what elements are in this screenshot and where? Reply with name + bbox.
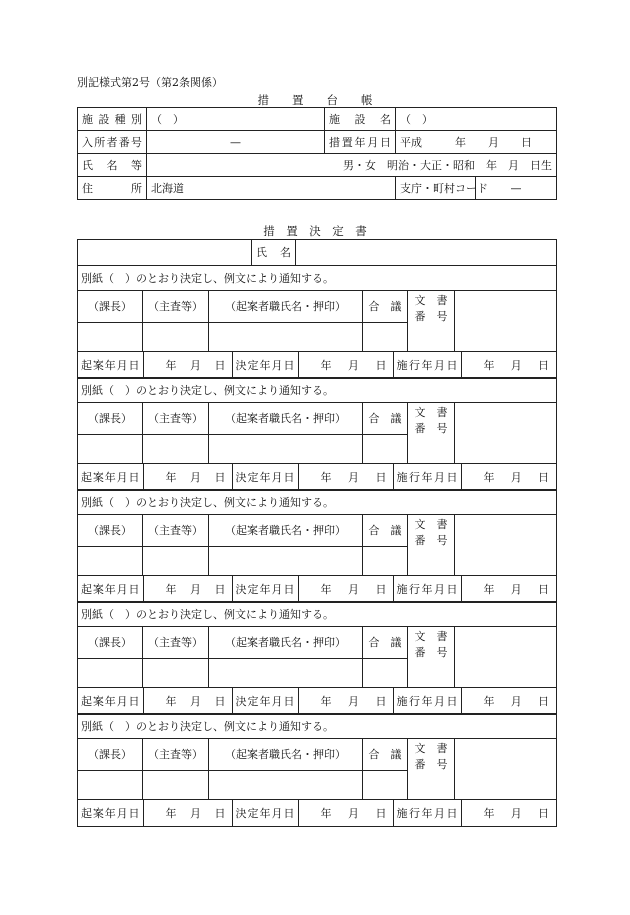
area-code-label: 支庁・町村コード xyxy=(396,177,476,200)
ledger-table xyxy=(77,107,557,200)
drafter-label: （起案者職氏名・押印） xyxy=(209,627,363,659)
drafter-label: （起案者職氏名・押印） xyxy=(209,739,363,771)
decision-record-block xyxy=(77,377,557,491)
doc-number-label-bottom: 番 号 xyxy=(414,533,448,547)
effective-date-value[interactable]: 年 月 日 xyxy=(483,694,549,708)
draft-date-value[interactable]: 年 月 日 xyxy=(143,800,232,826)
doc-number-label-top: 文 書 xyxy=(414,742,448,755)
director-label: （主査等） xyxy=(143,739,209,771)
decision-record-block xyxy=(77,489,557,603)
measure-date-value[interactable]: 平成 年 月 日 xyxy=(396,131,557,154)
effective-date-value[interactable]: 年 月 日 xyxy=(483,582,549,596)
chief-label: （課長） xyxy=(78,739,143,771)
notice-text: 別紙（ ）のとおり決定し、例文により通知する。 xyxy=(78,602,557,627)
drafter-seal-box[interactable] xyxy=(209,323,363,352)
decision-date-label: 決定年月日 xyxy=(232,464,298,490)
drafter-label: （起案者職氏名・押印） xyxy=(209,515,363,547)
drafter-seal-box[interactable] xyxy=(209,771,363,800)
decision-record-block xyxy=(77,713,557,827)
doc-number-value[interactable] xyxy=(455,739,557,800)
decision-date-value[interactable]: 年 月 日 xyxy=(298,576,393,602)
ledger-title: 措 置 台 帳 xyxy=(257,93,373,107)
facility-name-label: 施 設 名 xyxy=(325,108,396,131)
director-seal-box[interactable] xyxy=(143,547,209,576)
decision-name-label: 氏 名 xyxy=(252,240,296,266)
notice-text: 別紙（ ）のとおり決定し、例文により通知する。 xyxy=(78,378,557,403)
doc-number-value[interactable] xyxy=(455,627,557,688)
chief-seal-box[interactable] xyxy=(78,323,143,352)
facility-type-value[interactable]: （ ） xyxy=(147,108,325,131)
doc-number-label-bottom: 番 号 xyxy=(414,309,448,323)
effective-date-label: 施行年月日 xyxy=(393,464,461,490)
decision-date-value[interactable]: 年 月 日 xyxy=(298,800,393,826)
doc-number-label xyxy=(408,627,455,688)
decision-name-value[interactable] xyxy=(296,240,557,266)
doc-number-value[interactable] xyxy=(455,515,557,576)
effective-date-value[interactable]: 年 月 日 xyxy=(483,358,549,372)
chief-label: （課長） xyxy=(78,291,143,323)
director-label: （主査等） xyxy=(143,403,209,435)
effective-date-label: 施行年月日 xyxy=(393,576,461,602)
draft-date-value[interactable]: 年 月 日 xyxy=(143,464,232,490)
effective-date-label: 施行年月日 xyxy=(393,688,461,714)
drafter-seal-box[interactable] xyxy=(209,659,363,688)
decision-record-block xyxy=(77,265,557,379)
chief-label: （課長） xyxy=(78,403,143,435)
doc-number-value[interactable] xyxy=(455,403,557,464)
doc-number-label-bottom: 番 号 xyxy=(414,645,448,659)
director-seal-box[interactable] xyxy=(143,771,209,800)
director-label: （主査等） xyxy=(143,627,209,659)
consult-seal-box[interactable] xyxy=(363,323,408,352)
consult-seal-box[interactable] xyxy=(363,771,408,800)
doc-number-label-top: 文 書 xyxy=(414,406,448,419)
decision-date-value[interactable]: 年 月 日 xyxy=(298,688,393,714)
decision-date-label: 決定年月日 xyxy=(232,800,298,826)
chief-seal-box[interactable] xyxy=(78,547,143,576)
doc-number-label-bottom: 番 号 xyxy=(414,421,448,435)
effective-date-value[interactable]: 年 月 日 xyxy=(483,806,549,820)
director-seal-box[interactable] xyxy=(143,435,209,464)
facility-name-value[interactable]: （ ） xyxy=(396,108,557,131)
decision-record-block xyxy=(77,601,557,715)
drafter-label: （起案者職氏名・押印） xyxy=(209,403,363,435)
consult-label: 合 議 xyxy=(363,515,408,547)
doc-number-value[interactable] xyxy=(455,291,557,352)
doc-number-label-bottom: 番 号 xyxy=(414,757,448,771)
consult-label: 合 議 xyxy=(363,291,408,323)
chief-label: （課長） xyxy=(78,627,143,659)
doc-number-label-top: 文 書 xyxy=(414,294,448,307)
consult-seal-box[interactable] xyxy=(363,435,408,464)
notice-text: 別紙（ ）のとおり決定し、例文により通知する。 xyxy=(78,266,557,291)
resident-number-value[interactable]: — xyxy=(147,131,325,154)
form-number: 別記様式第2号（第2条関係） xyxy=(77,76,223,89)
address-value[interactable]: 北海道 xyxy=(147,177,396,200)
doc-number-label xyxy=(408,403,455,464)
doc-number-label xyxy=(408,739,455,800)
draft-date-label: 起案年月日 xyxy=(78,800,143,826)
decision-name-table xyxy=(77,239,557,266)
draft-date-value[interactable]: 年 月 日 xyxy=(143,576,232,602)
decision-date-value[interactable]: 年 月 日 xyxy=(298,464,393,490)
effective-date-value[interactable]: 年 月 日 xyxy=(483,470,549,484)
address-label: 住 所 xyxy=(78,177,147,200)
effective-date-label: 施行年月日 xyxy=(393,800,461,826)
facility-type-label: 施設種別 xyxy=(78,108,147,131)
decision-title: 措 置 決 定 書 xyxy=(263,224,367,238)
notice-text: 別紙（ ）のとおり決定し、例文により通知する。 xyxy=(78,714,557,739)
drafter-label: （起案者職氏名・押印） xyxy=(209,291,363,323)
consult-seal-box[interactable] xyxy=(363,659,408,688)
draft-date-label: 起案年月日 xyxy=(78,464,143,490)
notice-text: 別紙（ ）のとおり決定し、例文により通知する。 xyxy=(78,490,557,515)
consult-seal-box[interactable] xyxy=(363,547,408,576)
decision-date-label: 決定年月日 xyxy=(232,576,298,602)
doc-number-label-top: 文 書 xyxy=(414,518,448,531)
director-label: （主査等） xyxy=(143,291,209,323)
draft-date-label: 起案年月日 xyxy=(78,688,143,714)
director-seal-box[interactable] xyxy=(143,659,209,688)
drafter-seal-box[interactable] xyxy=(209,547,363,576)
doc-number-label xyxy=(408,515,455,576)
draft-date-value[interactable]: 年 月 日 xyxy=(143,352,232,378)
decision-date-label: 決定年月日 xyxy=(232,352,298,378)
name-value[interactable]: 男・女 明治・大正・昭和 年 月 日生 xyxy=(147,154,557,177)
doc-number-label xyxy=(408,291,455,352)
draft-date-value[interactable]: 年 月 日 xyxy=(143,688,232,714)
director-seal-box[interactable] xyxy=(143,323,209,352)
area-code-value[interactable]: — xyxy=(476,177,557,200)
draft-date-label: 起案年月日 xyxy=(78,576,143,602)
measure-date-label: 措置年月日 xyxy=(325,131,396,154)
chief-seal-box[interactable] xyxy=(78,435,143,464)
draft-date-label: 起案年月日 xyxy=(78,352,143,378)
consult-label: 合 議 xyxy=(363,403,408,435)
decision-date-label: 決定年月日 xyxy=(232,688,298,714)
chief-seal-box[interactable] xyxy=(78,771,143,800)
doc-number-label-top: 文 書 xyxy=(414,630,448,643)
resident-number-label: 入所者番号 xyxy=(78,131,147,154)
drafter-seal-box[interactable] xyxy=(209,435,363,464)
decision-date-value[interactable]: 年 月 日 xyxy=(298,352,393,378)
consult-label: 合 議 xyxy=(363,627,408,659)
chief-seal-box[interactable] xyxy=(78,659,143,688)
director-label: （主査等） xyxy=(143,515,209,547)
decision-name-blank xyxy=(78,240,252,266)
chief-label: （課長） xyxy=(78,515,143,547)
consult-label: 合 議 xyxy=(363,739,408,771)
effective-date-label: 施行年月日 xyxy=(393,352,461,378)
name-label: 氏 名 等 xyxy=(78,154,147,177)
